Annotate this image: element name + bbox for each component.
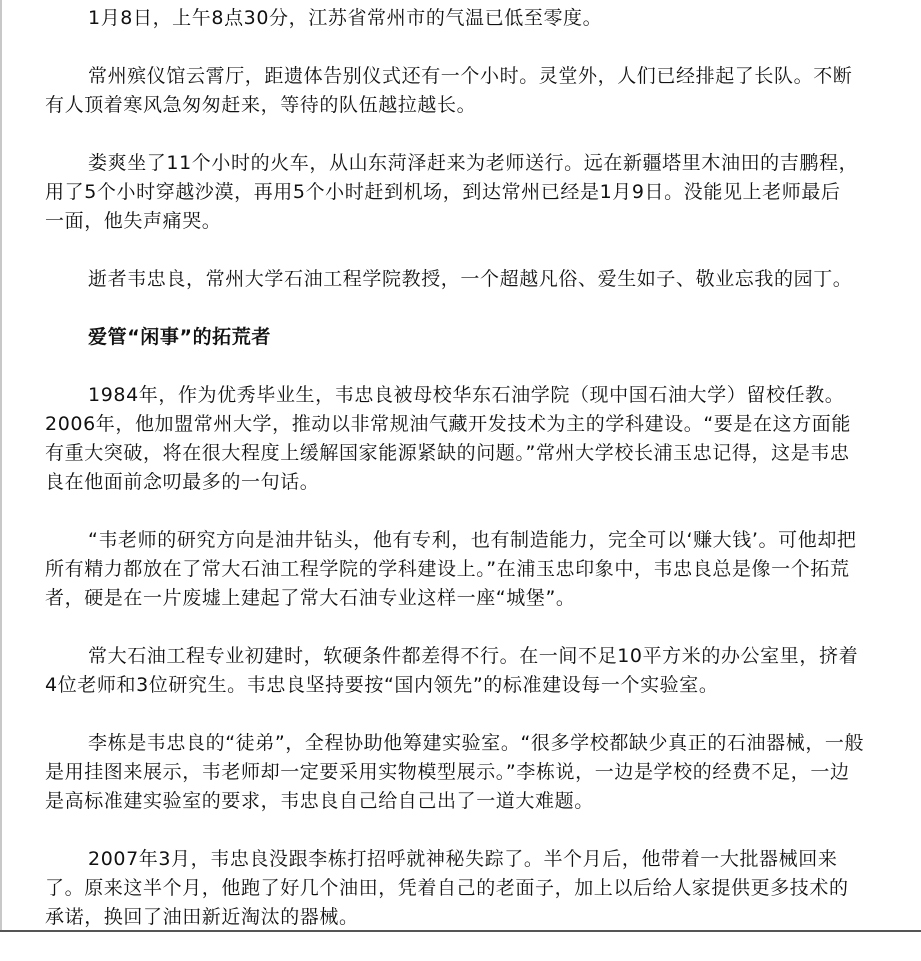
text-line: 2007年3月，韦忠良没跟李栋打招呼就神秘失踪了。半个月后，他带着一大批器械回来: [88, 848, 838, 870]
paragraph: [45, 265, 885, 294]
section-heading: [45, 323, 885, 352]
text-line: 1月8日，上午8点30分，江苏省常州市的气温已低至零度。: [88, 7, 603, 29]
paragraph: [45, 381, 885, 497]
text-line: 用了5个小时穿越沙漠，再用5个小时赶到机场，到达常州已经是1月9日。没能见上老师最后: [45, 181, 841, 203]
text-line: 1984年，作为优秀毕业生，韦忠良被母校华东石油学院（现中国石油大学）留校任教。: [88, 384, 845, 406]
text-line: 一面，他失声痛哭。: [45, 210, 222, 232]
paragraph: [45, 642, 885, 700]
text-line: 有人顶着寒风急匆匆赶来，等待的队伍越拉越长。: [45, 94, 477, 116]
article-body: [45, 4, 885, 961]
text-line: 所有精力都放在了常大石油工程学院的学科建设上。”在浦玉忠印象中，韦忠良总是像一个拓荒: [45, 558, 850, 580]
paragraph: [45, 149, 885, 236]
paragraph: [45, 62, 885, 120]
text-line: 2006年，他加盟常州大学，推动以非常规油气藏开发技术为主的学科建设。“要是在这方面能: [45, 413, 851, 435]
page-left-border: [0, 0, 2, 932]
text-line: 者，硬是在一片废墟上建起了常大石油专业这样一座“城堡”。: [45, 587, 576, 609]
text-line: “韦老师的研究方向是油井钻头，他有专利，也有制造能力，完全可以‘赚大钱’。可他却把: [88, 529, 857, 551]
text-line: 常州殡仪馆云霄厅，距遗体告别仪式还有一个小时。灵堂外，人们已经排起了长队。不断: [88, 65, 853, 87]
text-line: 了。原来这半个月，他跑了好几个油田，凭着自己的老面子，加上以后给人家提供更多技术的: [45, 877, 849, 899]
paragraph: [45, 4, 885, 33]
text-line: 爱管“闲事”的拓荒者: [88, 326, 271, 348]
text-line: 4位老师和3位研究生。韦忠良坚持要按“国内领先”的标准建设每一个实验室。: [45, 674, 719, 696]
paragraph: [45, 729, 885, 816]
text-line: 娄爽坐了11个小时的火车，从山东菏泽赶来为老师送行。远在新疆塔里木油田的吉鹏程，: [88, 152, 859, 174]
text-line: 良在他面前念叨最多的一句话。: [45, 471, 320, 493]
text-line: 是用挂图来展示，韦老师却一定要采用实物模型展示。”李栋说，一边是学校的经费不足，一边: [45, 761, 850, 783]
text-line: 常大石油工程专业初建时，软硬条件都差得不行。在一间不足10平方米的办公室里，挤着: [88, 645, 859, 667]
text-line: 有重大突破，将在很大程度上缓解国家能源紧缺的问题。”常州大学校长浦玉忠记得，这是韦忠: [45, 442, 850, 464]
paragraph: [45, 845, 885, 932]
text-line: 李栋是韦忠良的“徒弟”，全程协助他筹建实验室。“很多学校都缺少真正的石油器械，一般: [88, 732, 865, 754]
paragraph: [45, 526, 885, 613]
text-line: 逝者韦忠良，常州大学石油工程学院教授，一个超越凡俗、爱生如子、敬业忘我的园丁。: [88, 268, 853, 290]
text-line: 承诺，换回了油田新近淘汰的器械。: [45, 906, 359, 928]
text-line: 是高标准建实验室的要求，韦忠良自己给自己出了一道大难题。: [45, 790, 594, 812]
